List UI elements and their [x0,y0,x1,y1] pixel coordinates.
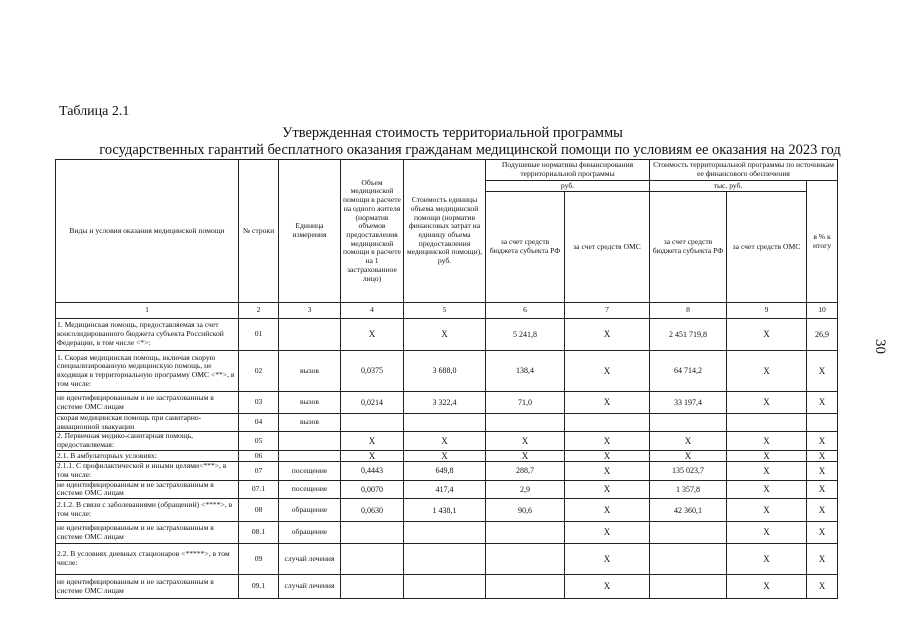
table-row [56,480,838,498]
row-percent: X [807,462,838,480]
row-norm-oms: X [565,351,650,392]
header-row-number: № строки [239,160,279,303]
row-cost-budget [650,544,727,575]
row-percent [807,414,838,432]
row-percent: X [807,544,838,575]
header-cost-unit: тыс. руб. [650,181,807,192]
row-volume [341,522,404,544]
col-number: 10 [807,303,838,319]
document-title: Утвержденная стоимость территориальной программы [282,125,623,141]
row-cost-oms: X [727,462,807,480]
table-row [56,544,838,575]
row-name: 1. Скорая медицинская помощь, включая скорую специализированную медицинскую помощь, не входящая в территориальную программу ОМС <**>, в том числе: [56,351,239,392]
row-cost-budget: X [650,432,727,450]
document-subtitle: государственных гарантий бесплатного оказания гражданам медицинской помощи по условиям ее оказания на 2023 год [99,142,841,158]
row-unit: обращение [279,522,341,544]
row-norm-budget [486,414,565,432]
col-number: 1 [56,303,239,319]
col-number: 3 [279,303,341,319]
row-norm-oms: X [565,462,650,480]
row-percent: X [807,392,838,414]
row-volume: 0,0375 [341,351,404,392]
table-row [56,462,838,480]
header-volume: Объем медицинской помощи в расчете на одного жителя (норматив объемов предоставления медицинской помощи в расчете на 1 застрахованное лицо) [341,160,404,303]
header-norm-group: Подушевые нормативы финансирования территориальной программы [486,160,650,181]
row-unit: вызов [279,414,341,432]
row-percent: X [807,450,838,461]
row-line-number: 08.1 [239,522,279,544]
col-number: 2 [239,303,279,319]
row-norm-budget [486,575,565,599]
row-name: не идентифицированным и не застрахованным в системе ОМС лицам [56,392,239,414]
header-cost-oms: за счет средств ОМС [727,192,807,303]
row-percent: X [807,499,838,522]
row-unit-cost: 3 322,4 [404,392,486,414]
row-percent: X [807,522,838,544]
row-percent: X [807,480,838,498]
row-cost-budget: X [650,450,727,461]
row-name: 2.1.2. В связи с заболеваниями (обращений) <****>, в том числе: [56,499,239,522]
row-norm-budget: X [486,450,565,461]
row-name: скорая медицинская помощь при санитарно-авиационной эвакуации [56,414,239,432]
row-cost-budget [650,522,727,544]
row-norm-oms: X [565,522,650,544]
table-row [56,414,838,432]
row-cost-oms: X [727,351,807,392]
row-norm-budget [486,544,565,575]
row-unit-cost [404,544,486,575]
row-cost-budget: 2 451 719,8 [650,319,727,351]
row-unit-cost: X [404,432,486,450]
row-unit-cost [404,575,486,599]
col-number: 9 [727,303,807,319]
table-caption: Таблица 2.1 [59,104,130,119]
cost-table [55,159,838,599]
row-unit-cost: 417,4 [404,480,486,498]
row-norm-budget: 2,9 [486,480,565,498]
row-percent: X [807,432,838,450]
table-row [56,319,838,351]
row-norm-oms: X [565,319,650,351]
row-cost-oms: X [727,522,807,544]
row-line-number: 06 [239,450,279,461]
row-volume: X [341,432,404,450]
page-number: 30 [872,339,888,354]
row-norm-budget: 5 241,8 [486,319,565,351]
header-name: Виды и условия оказания медицинской помощи [56,160,239,303]
table-row [56,522,838,544]
col-number: 8 [650,303,727,319]
row-name: 2.1.1. С профилактической и иными целями<***>, в том числе: [56,462,239,480]
col-number: 6 [486,303,565,319]
row-unit: случай лечения [279,544,341,575]
row-unit: обращение [279,499,341,522]
row-name: 1. Медицинская помощь, предоставляемая за счет консолидированного бюджета субъекта Российской Федерации, в том числе <*>: [56,319,239,351]
row-line-number: 04 [239,414,279,432]
row-unit-cost: 3 688,0 [404,351,486,392]
row-volume: 0,0630 [341,499,404,522]
row-unit [279,450,341,461]
header-percent: в % к итогу [807,181,838,303]
row-cost-budget: 1 357,8 [650,480,727,498]
header-unit: Единица измерения [279,160,341,303]
row-cost-budget: 64 714,2 [650,351,727,392]
row-unit-cost [404,414,486,432]
row-unit: вызов [279,351,341,392]
row-volume: 0,0214 [341,392,404,414]
header-cost-group: Стоимость территориальной программы по источникам ее финансового обеспечения [650,160,838,181]
row-cost-budget: 42 360,1 [650,499,727,522]
row-norm-oms [565,414,650,432]
row-cost-budget: 135 023,7 [650,462,727,480]
row-cost-oms: X [727,319,807,351]
row-norm-budget: 90,6 [486,499,565,522]
row-line-number: 07.1 [239,480,279,498]
row-unit-cost [404,522,486,544]
row-norm-oms: X [565,544,650,575]
row-norm-budget: 71,0 [486,392,565,414]
row-norm-budget [486,522,565,544]
row-volume: X [341,450,404,461]
row-percent: X [807,351,838,392]
table-row [56,450,838,461]
row-unit [279,432,341,450]
row-volume [341,544,404,575]
row-line-number: 02 [239,351,279,392]
row-volume: X [341,319,404,351]
row-volume [341,575,404,599]
row-cost-oms: X [727,480,807,498]
row-norm-oms: X [565,480,650,498]
row-line-number: 05 [239,432,279,450]
row-line-number: 09 [239,544,279,575]
row-norm-budget: 288,7 [486,462,565,480]
table-row [56,351,838,392]
row-cost-budget: 33 197,4 [650,392,727,414]
row-unit-cost: 649,8 [404,462,486,480]
row-cost-budget [650,414,727,432]
table-row [56,499,838,522]
row-norm-oms: X [565,575,650,599]
row-line-number: 08 [239,499,279,522]
col-number: 7 [565,303,650,319]
row-norm-oms: X [565,432,650,450]
header-unit-cost: Стоимость единицы объема медицинской помощи (норматив финансовых затрат на единицу объема предоставления медицинской помощи), руб. [404,160,486,303]
row-percent: X [807,575,838,599]
row-norm-oms: X [565,392,650,414]
row-unit-cost: 1 438,1 [404,499,486,522]
col-number: 5 [404,303,486,319]
row-cost-oms [727,414,807,432]
row-norm-oms: X [565,499,650,522]
row-unit: посещение [279,480,341,498]
row-cost-oms: X [727,544,807,575]
table-row [56,392,838,414]
row-unit [279,319,341,351]
row-cost-oms: X [727,432,807,450]
row-cost-oms: X [727,575,807,599]
row-line-number: 07 [239,462,279,480]
row-volume: 0,0070 [341,480,404,498]
row-name: не идентифицированным и не застрахованным в системе ОМС лицам [56,480,239,498]
row-name: 2.2. В условиях дневных стационаров <*****>, в том числе: [56,544,239,575]
row-cost-oms: X [727,450,807,461]
row-name: 2. Первичная медико-санитарная помощь, предоставляемая: [56,432,239,450]
row-norm-budget: 138,4 [486,351,565,392]
row-unit: вызов [279,392,341,414]
header-norm-unit: руб. [486,181,650,192]
table-row [56,575,838,599]
header-norm-oms: за счет средств ОМС [565,192,650,303]
row-cost-oms: X [727,392,807,414]
row-line-number: 01 [239,319,279,351]
row-name: 2.1. В амбулаторных условиях: [56,450,239,461]
row-volume: 0,4443 [341,462,404,480]
row-volume [341,414,404,432]
row-norm-oms: X [565,450,650,461]
row-line-number: 09.1 [239,575,279,599]
row-cost-budget [650,575,727,599]
row-percent: 26,9 [807,319,838,351]
row-name: не идентифицированным и не застрахованным в системе ОМС лицам [56,575,239,599]
row-unit: посещение [279,462,341,480]
row-norm-budget: X [486,432,565,450]
table-row [56,432,838,450]
header-cost-budget: за счет средств бюджета субъекта РФ [650,192,727,303]
row-name: не идентифицированным и не застрахованным в системе ОМС лицам [56,522,239,544]
header-norm-budget: за счет средств бюджета субъекта РФ [486,192,565,303]
row-unit-cost: X [404,319,486,351]
col-number: 4 [341,303,404,319]
row-unit-cost: X [404,450,486,461]
row-cost-oms: X [727,499,807,522]
row-unit: случай лечения [279,575,341,599]
row-line-number: 03 [239,392,279,414]
